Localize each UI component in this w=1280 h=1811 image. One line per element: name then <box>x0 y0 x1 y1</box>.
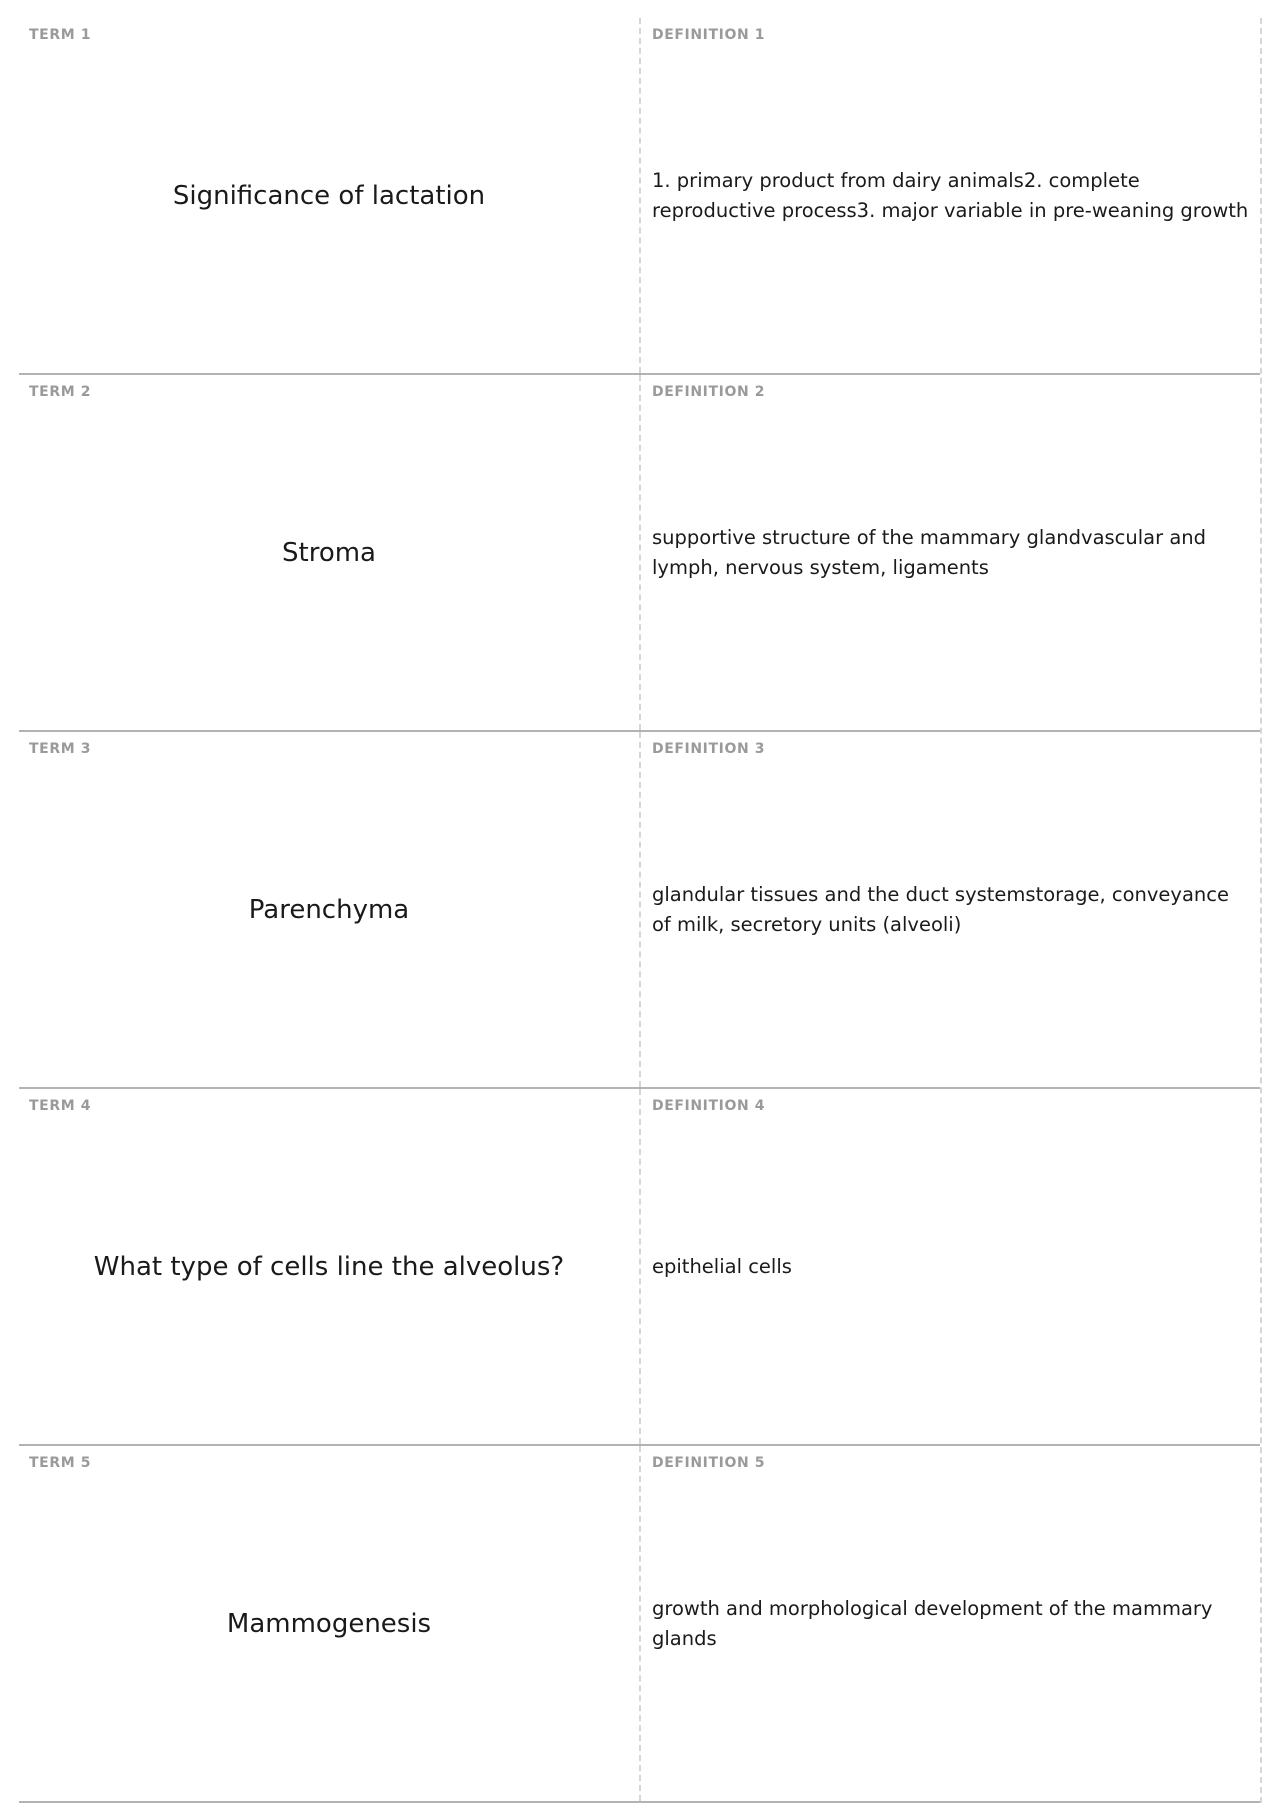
term-label: TERM 4 <box>29 1098 92 1114</box>
definition-label: DEFINITION 4 <box>652 1098 766 1114</box>
term-cell <box>19 18 641 373</box>
term-cell <box>19 1089 641 1444</box>
definition-text: 1. primary product from dairy animals2. complete reproductive process3. major variable in pre-weaning growth <box>652 168 1249 222</box>
flashcard-row <box>19 1089 1260 1446</box>
flashcard-row <box>19 1446 1260 1803</box>
definition-label: DEFINITION 2 <box>652 384 766 400</box>
flashcard-row <box>19 375 1260 732</box>
definition-label: DEFINITION 3 <box>652 741 766 757</box>
definition-label: DEFINITION 5 <box>652 1455 766 1471</box>
term-text: Stroma <box>282 537 376 568</box>
term-label: TERM 3 <box>29 741 92 757</box>
term-label: TERM 1 <box>29 27 92 43</box>
definition-cell <box>641 1089 1260 1444</box>
term-label: TERM 2 <box>29 384 92 400</box>
definition-text: supportive structure of the mammary glandvascular and lymph, nervous system, ligaments <box>652 525 1207 579</box>
definition-cell <box>641 375 1260 730</box>
term-cell <box>19 1446 641 1801</box>
term-text: What type of cells line the alveolus? <box>93 1251 565 1282</box>
definition-label: DEFINITION 1 <box>652 27 766 43</box>
definition-cell <box>641 732 1260 1087</box>
definition-text: growth and morphological development of the mammary glands <box>652 1596 1213 1650</box>
definition-cell <box>641 1446 1260 1801</box>
term-cell <box>19 732 641 1087</box>
term-label: TERM 5 <box>29 1455 92 1471</box>
definition-text: epithelial cells <box>652 1254 792 1278</box>
flashcard-sheet <box>19 18 1262 1803</box>
term-text: Parenchyma <box>248 894 410 925</box>
term-text: Significance of lactation <box>172 180 486 211</box>
definition-cell <box>641 18 1260 373</box>
definition-text: glandular tissues and the duct systemstorage, conveyance of milk, secretory units (alveoli) <box>652 882 1229 936</box>
term-text: Mammogenesis <box>226 1608 432 1639</box>
flashcard-row <box>19 18 1260 375</box>
term-cell <box>19 375 641 730</box>
flashcard-row <box>19 732 1260 1089</box>
